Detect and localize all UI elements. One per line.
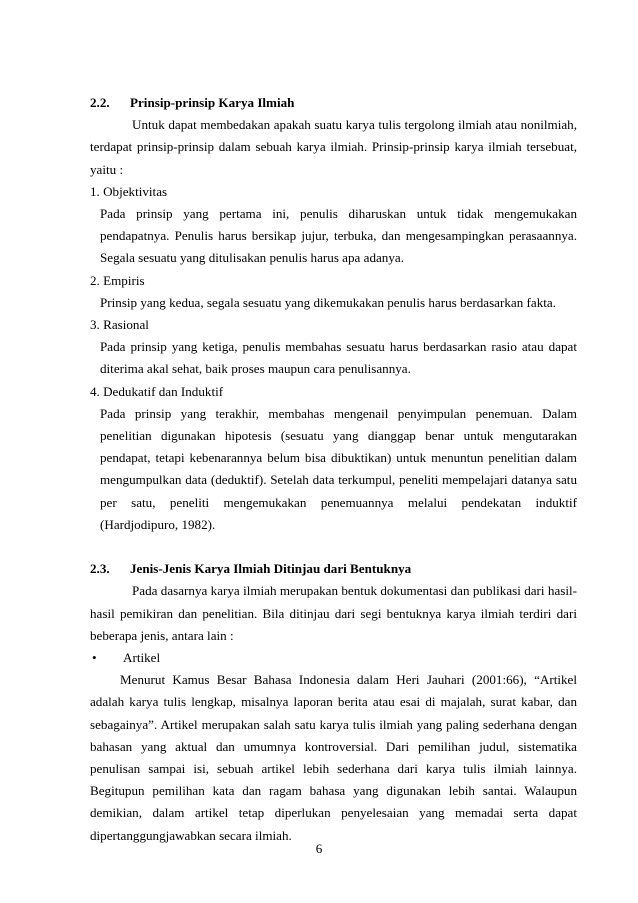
section-intro-paragraph: Untuk dapat membedakan apakah suatu karya tulis tergolong ilmiah atau nonilmiah, terdapat prinsip-prinsip dalam sebuah karya ilmiah. Prinsip-prinsip karya ilmiah tersebuat, yaitu : <box>90 117 577 177</box>
list-item-text: Prinsip yang kedua, segala sesuatu yang dikemukakan penulis harus berdasarkan fakta. <box>100 294 556 310</box>
bullet-item <box>90 647 577 669</box>
section-number: 2.3. <box>90 561 110 577</box>
page-number: 6 <box>315 841 323 856</box>
list-item-text: Pada prinsip yang pertama ini, penulis diharuskan untuk tidak mengemukakan pendapatnya. Penulis harus bersikap jujur, terbuka, dan mengesampingkan perasaannya. Segala sesuatu yang ditulisakan penulis harus apa adanya. <box>100 205 577 266</box>
list-item-title: 4. Dedukatif dan Induktif <box>90 383 224 399</box>
bullet-icon: • <box>92 649 97 665</box>
list-item-title: 2. Empiris <box>90 272 145 288</box>
list-item-title: 1. Objektivitas <box>90 183 168 199</box>
bullet-label: Artikel <box>123 649 161 665</box>
section-title: Jenis-Jenis Karya Ilmiah Ditinjau dari Bentuknya <box>130 561 412 577</box>
section-heading-2-2 <box>90 92 577 114</box>
list-item-text: Pada prinsip yang ketiga, penulis membahas sesuatu harus berdasarkan rasio atau dapat diterima akal sehat, baik proses maupun cara penulisannya. <box>100 339 577 377</box>
section-title: Prinsip-prinsip Karya Ilmiah <box>130 95 295 110</box>
section-heading-2-3 <box>90 558 577 580</box>
section-spacer <box>90 536 577 558</box>
list-item <box>90 314 577 381</box>
page-content <box>90 92 577 847</box>
list-item-text: Pada prinsip yang terakhir, membahas mengenail penyimpulan penemuan. Dalam penelitian digunakan hipotesis (sesuatu yang dianggap benar untuk mengutarakan pendapat, tetapi kebenarannya belum bisa dibuktikan) untuk menuntun penelitian dalam mengumpulkan data (deduktif). Setelah data terkumpul, peneliti mempelajari datanya satu per satu, peneliti mengemukakan penemuannya melalui pendekatan induktif (Hardjodipuro, 1982). <box>100 405 577 532</box>
list-item <box>90 270 577 314</box>
section-number: 2.2. <box>90 95 110 110</box>
article-paragraph: Menurut Kamus Besar Bahasa Indonesia dalam Heri Jauhari (2001:66), “Artikel adalah karya tulis lengkap, misalnya laporan berita atau esai di majalah, surat kabar, dan sebagainya”. Artikel merupakan salah satu karya tulis ilmiah yang paling sederhana dengan bahasan yang aktual dan umumnya kontroversial. Dari pemilihan judul, sistematika penulisan sampai isi, sebuah artikel lebih sederhana dari karya tulis ilmiah lainnya. Begitupun pemilihan kata dan ragam bahasa yang digunakan lebih santai. Walaupun demikian, dalam artikel tetap diperlukan penyelesaian yang memadai serta dapat dipertanggungjawabkan secara ilmiah. <box>90 672 577 843</box>
list-item <box>90 381 577 536</box>
list-item <box>90 181 577 270</box>
principles-list <box>90 181 577 536</box>
section-intro-paragraph: Pada dasarnya karya ilmiah merupakan bentuk dokumentasi dan publikasi dari hasil-hasil pemikiran dan penelitian. Bila ditinjau dari segi bentuknya karya ilmiah terdiri dari beberapa jenis, antara lain : <box>90 583 577 643</box>
list-item-title: 3. Rasional <box>90 316 149 332</box>
